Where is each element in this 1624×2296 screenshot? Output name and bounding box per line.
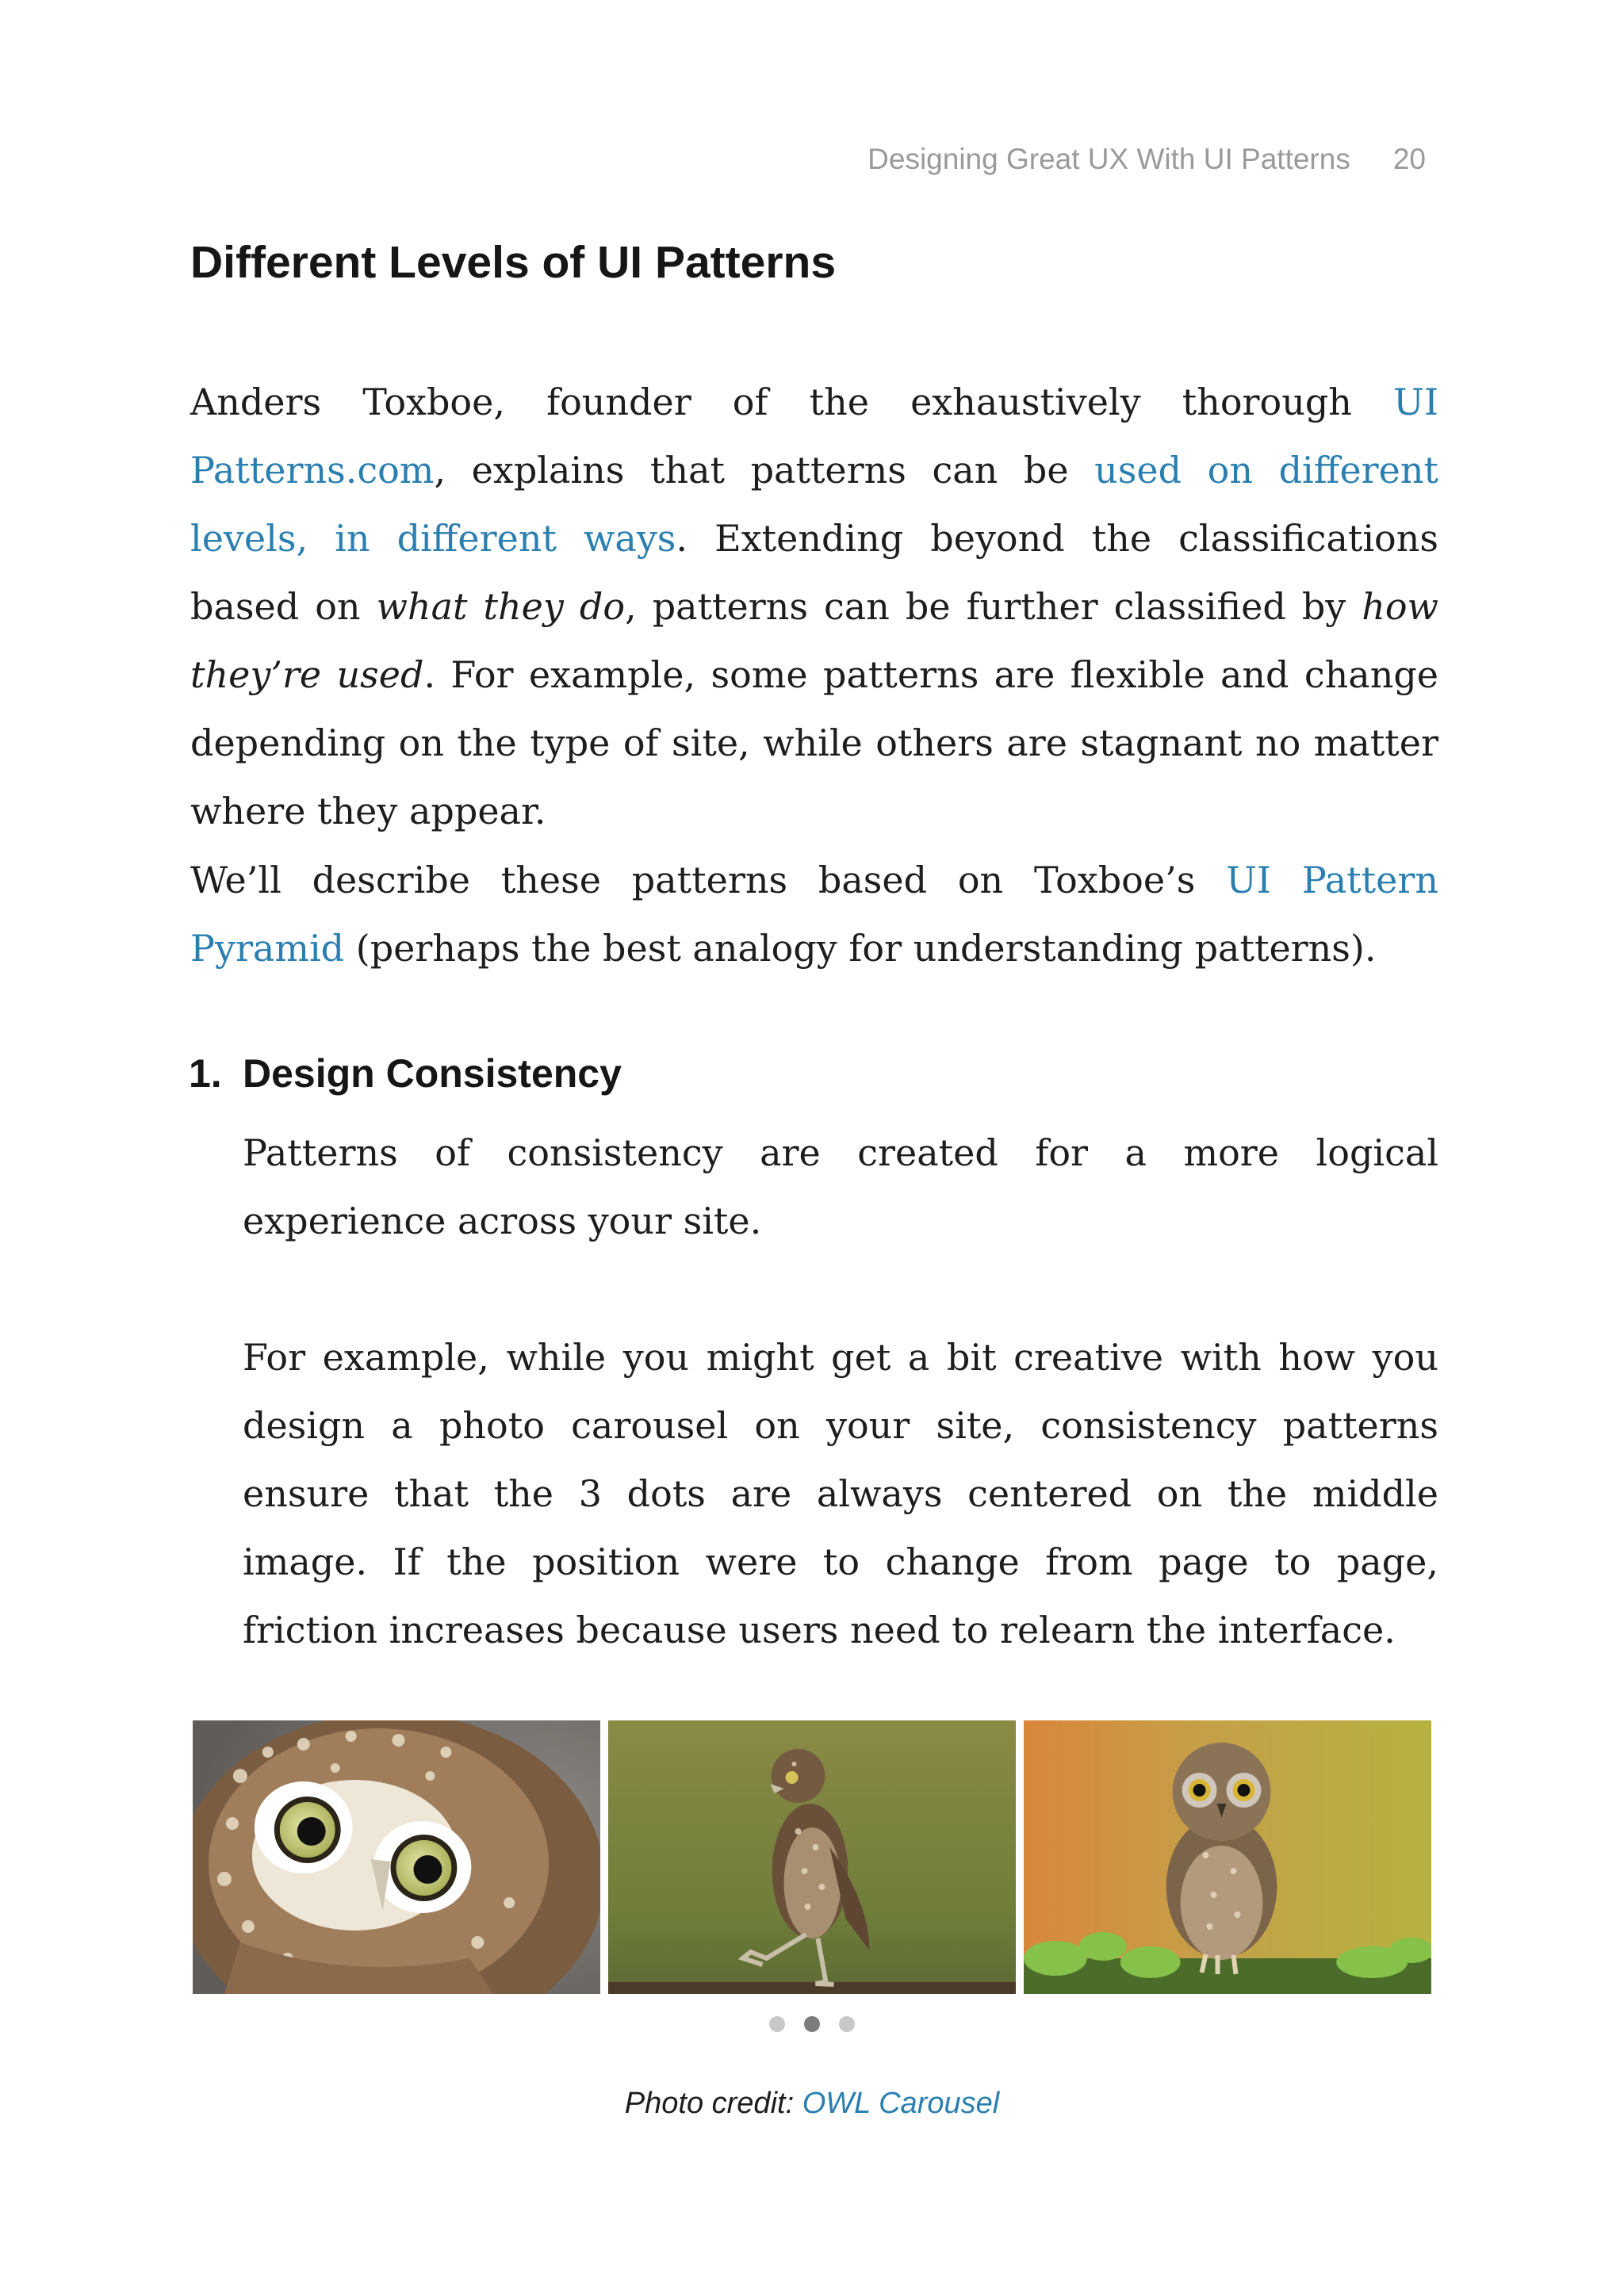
- list-heading-text: Design Consistency: [243, 1051, 622, 1096]
- running-header: [868, 143, 1426, 176]
- walking-owl-photo-icon: [608, 1720, 1016, 1994]
- list-number: 1.: [189, 1051, 222, 1096]
- text-run: . Extending beyond the classifications based on: [190, 517, 1438, 628]
- carousel-slide[interactable]: [193, 1720, 600, 1994]
- paragraph-pyramid: [190, 846, 1438, 982]
- carousel-slide[interactable]: [1024, 1720, 1431, 1994]
- text-run: (perhaps the best analogy for understanding patterns).: [344, 927, 1377, 970]
- carousel-dot[interactable]: [769, 2016, 785, 2032]
- carousel-dot-active[interactable]: [804, 2016, 820, 2032]
- owlet-photo-icon: [1024, 1720, 1431, 1994]
- section-title: Different Levels of UI Patterns: [190, 237, 837, 288]
- photo-caption: [0, 2087, 1624, 2121]
- owl-closeup-photo-icon: [193, 1720, 600, 1994]
- text-run: Anders Toxboe, founder of the exhaustively thorough: [190, 381, 1394, 423]
- caption-prefix: Photo credit:: [624, 2087, 802, 2120]
- text-run: , explains that patterns can be: [434, 449, 1095, 492]
- text-run: , patterns can be further classified by: [625, 585, 1362, 628]
- text-run: . For example, some patterns are flexible and change depending on the type of site, while others are stagnant no matter where they appear.: [190, 653, 1438, 832]
- emphasis-text: how they’re used: [190, 585, 1438, 696]
- list-item-text: Patterns of consistency are created for a more logical experience across your site.: [243, 1131, 1438, 1242]
- different-levels-link[interactable]: used on different levels, in different ways: [190, 449, 1438, 560]
- carousel-dot[interactable]: [839, 2016, 855, 2032]
- paragraph-intro: [190, 368, 1438, 845]
- text-run: We’ll describe these patterns based on Toxboe’s: [190, 859, 1227, 901]
- ui-patterns-link[interactable]: UI Patterns.com: [190, 381, 1438, 492]
- photo-carousel[interactable]: [193, 1720, 1431, 1994]
- owl-carousel-link[interactable]: OWL Carousel: [802, 2087, 1000, 2120]
- running-title: Designing Great UX With UI Patterns: [868, 143, 1350, 175]
- list-item-heading: [189, 1050, 622, 1096]
- carousel-slide[interactable]: [608, 1720, 1016, 1994]
- emphasis-text: what they do: [376, 585, 626, 628]
- ui-pattern-pyramid-link[interactable]: UI Pattern Pyramid: [190, 859, 1438, 970]
- list-item-example-text: For example, while you might get a bit creative with how you design a photo carousel on your site, consistency patterns ensure that the 3 dots are always centered on the middle image. If the position were to change from page to page, friction increases because users need to relearn the interface.: [243, 1336, 1438, 1651]
- carousel-dots: [0, 2016, 1624, 2032]
- page-number: 20: [1392, 143, 1426, 175]
